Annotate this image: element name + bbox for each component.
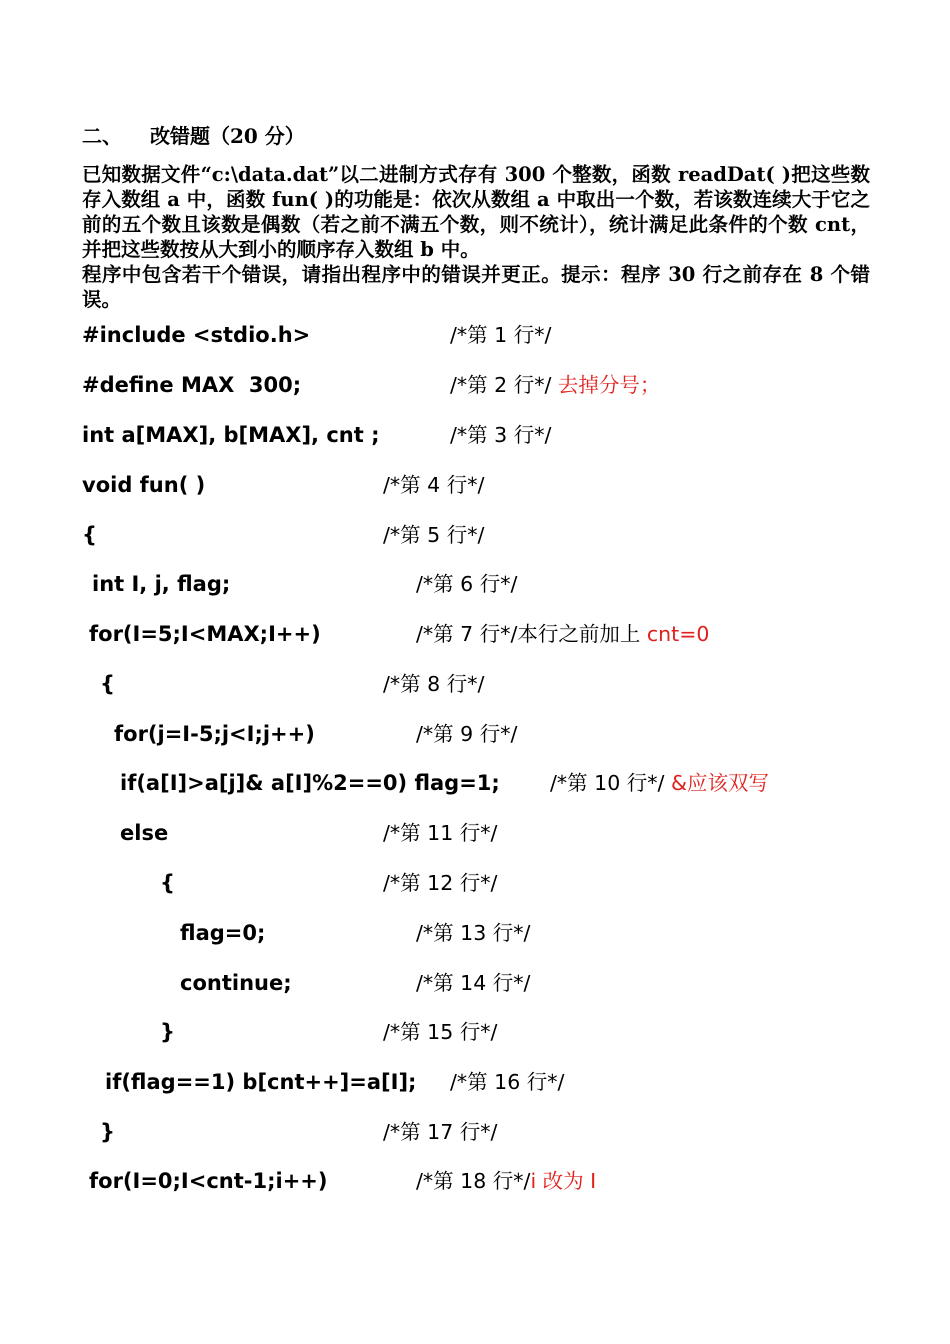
section-heading: [82, 122, 305, 150]
comment-text: /*第 5 行*/: [383, 523, 485, 547]
code-text: }: [100, 1120, 115, 1144]
code-text: for(I=0;I<cnt-1;i++): [89, 1169, 328, 1193]
comment-text: /*第 15 行*/: [383, 1020, 498, 1044]
line-comment: [383, 1117, 497, 1147]
code-text: void fun( ): [82, 473, 206, 497]
comment-text: /*第 3 行*/: [450, 423, 552, 447]
correction-note: cnt=0: [646, 622, 710, 646]
section-number: 二、: [82, 124, 122, 148]
code-text: int a[MAX], b[MAX], cnt ;: [82, 423, 380, 447]
code-text: }: [160, 1020, 175, 1044]
line-comment: [383, 868, 497, 898]
line-comment: [416, 1166, 596, 1196]
code-text: for(I=5;I<MAX;I++): [89, 622, 321, 646]
line-comment: [383, 520, 484, 550]
description-paragraph: 已知数据文件“c:\data.dat”以二进制方式存有 300 个整数，函数 readDat( )把这些数存入数组 a 中，函数 fun( )的功能是：依次从数组 a 中取出一个数，若该数连续大于它之前的五个数且该数是偶数（若之前不满五个数，则不统计），统计满足此条件的个数 cnt，并把这些数按从大到小的顺序存入数组 b 中。: [82, 163, 870, 261]
line-comment: [416, 968, 530, 998]
line-comment: [450, 420, 551, 450]
comment-text: /*第 2 行*/: [450, 373, 552, 397]
line-comment: [416, 619, 709, 649]
code-text: #define MAX 300;: [82, 373, 302, 397]
comment-text: /*第 16 行*/: [450, 1070, 565, 1094]
comment-text: /*第 7 行*/本行之前加上: [416, 622, 647, 646]
code-text: #include <stdio.h>: [82, 323, 311, 347]
line-comment: [416, 918, 530, 948]
line-comment: [550, 768, 769, 798]
problem-description: [82, 162, 870, 312]
code-text: {: [160, 871, 175, 895]
code-text: for(j=I-5;j<I;j++): [114, 722, 315, 746]
line-comment: [383, 470, 484, 500]
comment-text: /*第 12 行*/: [383, 871, 498, 895]
line-comment: [383, 818, 497, 848]
comment-text: /*第 14 行*/: [416, 971, 531, 995]
line-comment: [450, 320, 551, 350]
comment-text: /*第 13 行*/: [416, 921, 531, 945]
code-text: continue;: [180, 971, 292, 995]
code-text: if(a[I]>a[j]& a[I]%2==0) flag=1;: [120, 771, 500, 795]
line-comment: [450, 1067, 564, 1097]
comment-text: /*第 8 行*/: [383, 672, 485, 696]
comment-text: /*第 18 行*/: [416, 1169, 531, 1193]
code-text: int I, j, flag;: [92, 572, 231, 596]
line-comment: [383, 669, 484, 699]
code-text: {: [82, 523, 97, 547]
comment-text: /*第 4 行*/: [383, 473, 485, 497]
comment-text: /*第 1 行*/: [450, 323, 552, 347]
code-text: if(flag==1) b[cnt++]=a[I];: [105, 1070, 417, 1094]
comment-text: /*第 9 行*/: [416, 722, 518, 746]
code-text: flag=0;: [180, 921, 266, 945]
line-comment: [383, 1017, 497, 1047]
section-title: 改错题（20 分）: [150, 124, 305, 148]
comment-text: /*第 10 行*/: [550, 771, 671, 795]
line-comment: [450, 370, 660, 400]
correction-note: 去掉分号；: [551, 373, 661, 397]
correction-note: &应该双写: [670, 771, 769, 795]
correction-note: i 改为 I: [530, 1169, 597, 1193]
code-text: else: [120, 821, 169, 845]
code-text: {: [100, 672, 115, 696]
comment-text: /*第 17 行*/: [383, 1120, 498, 1144]
comment-text: /*第 6 行*/: [416, 572, 518, 596]
comment-text: /*第 11 行*/: [383, 821, 498, 845]
line-comment: [416, 569, 517, 599]
line-comment: [416, 719, 517, 749]
hint-paragraph: 程序中包含若干个错误，请指出程序中的错误并更正。提示：程序 30 行之前存在 8 个错误。: [82, 263, 870, 311]
